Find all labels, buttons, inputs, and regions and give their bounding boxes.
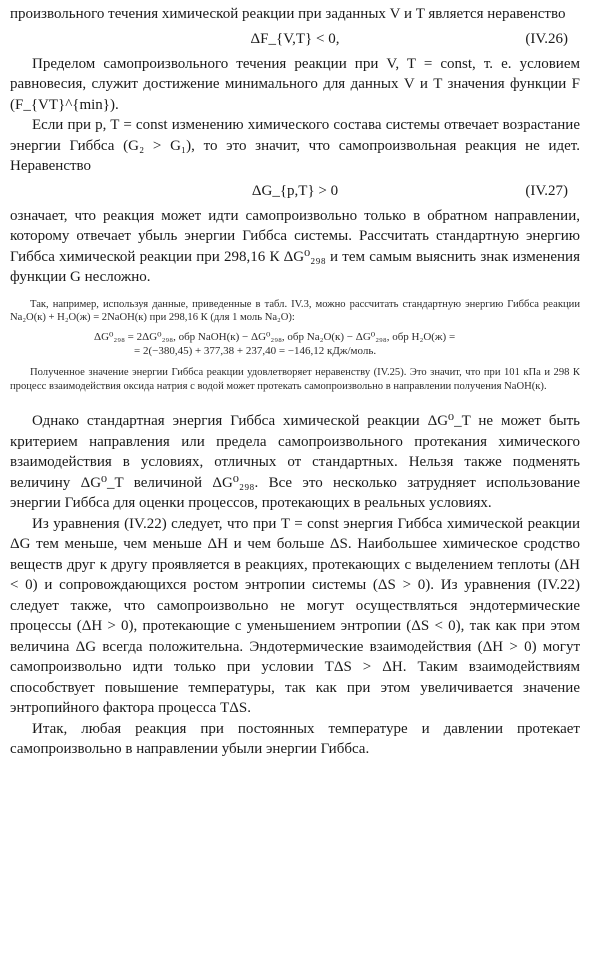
- equation-iv26: [10, 26, 580, 53]
- example-intro: Так, например, используя данные, приведенные в табл. IV.3, можно рассчитать стандартную энергию Гиббса реакции Na₂O(к) + H₂O(ж) = 2NaOH(к) при 298,16 К (для 1 моль Na₂O):: [10, 298, 580, 323]
- paragraph-2: Пределом самопроизвольного течения реакции при V, T = const, т. е. условием равновесия, служит достижение минимального для данных V и T значения функции F (F_{VT}^{min}).: [10, 55, 580, 113]
- paragraph-1: произвольного течения химической реакции при заданных V и T является неравенство: [10, 6, 566, 22]
- paragraph-5: Однако стандартная энергия Гиббса химической реакции ΔG⁰_T не может быть критерием направления или предела самопроизвольного протекания химического взаимодействия в условиях, отличных от стандартных. Нельзя также подменять величину ΔG⁰_T величиной ΔG⁰₂₉₈. Все это несколько затрудняет использование энергии Гиббса для оценки процессов, протекающих в реальных условиях.: [10, 413, 580, 512]
- paragraph-4: означает, что реакция может идти самопроизвольно только в обратном направлении, которому отвечает убыль энергии Гиббса системы. Рассчитать стандартную энергию Гиббса химической реакции при 298,16 К ΔG⁰₂₉₈ и тем самым выяснить знак изменения функции G несложно.: [10, 207, 580, 285]
- paragraph-7: Итак, любая реакция при постоянных температуре и давлении протекает самопроизвольно в направлении убыли энергии Гиббса.: [10, 720, 580, 758]
- calc-line-1: ΔG⁰₂₉₈ = 2ΔG⁰₂₉₈, обр NaOH(к) − ΔG⁰₂₉₈, обр Na₂O(к) − ΔG⁰₂₉₈, обр H₂O(ж) =: [94, 331, 456, 344]
- equation-iv26-expression: ΔF_{V,T} < 0,: [250, 30, 340, 47]
- paragraph-3: Если при p, T = const изменению химического состава системы отвечает возрастание энергии Гиббса (G₂ > G₁), то это значит, что самопроизвольная реакция не идет. Неравенство: [10, 117, 580, 174]
- paragraph-6: Из уравнения (IV.22) следует, что при T = const энергия Гиббса химической реакции ΔG тем меньше, чем меньше ΔH и чем больше ΔS. Наибольшее химическое сродство веществ друг к другу проявляется в реакциях, протекающих с выделением теплоты (ΔH < 0) и сопровождающихся ростом энтропии системы (ΔS > 0). Из уравнения (IV.22) следует также, что самопроизвольно не могут осуществляться эндотермические процессы (ΔH > 0), протекающие с уменьшением энтропии (ΔS < 0), так как при этом величина ΔG всегда положительна. Эндотермические взаимодействия (ΔH > 0) могут самопроизвольно идти только при условии TΔS > ΔH. Таким взаимодействиям способствует повышение температуры, так как при этом увеличивается значение энтропийного фактора процесса TΔS.: [10, 515, 580, 717]
- equation-iv27: [10, 178, 580, 205]
- equation-iv27-expression: ΔG_{p,T} > 0: [251, 182, 339, 199]
- example-block: [10, 298, 580, 394]
- equation-iv26-number: (IV.26): [525, 30, 568, 47]
- calc-line-2: = 2(−380,45) + 377,38 + 237,40 = −146,12 кДж/моль.: [134, 345, 377, 358]
- example-conclusion: Полученное значение энергии Гиббса реакции удовлетворяет неравенству (IV.25). Это значит, что при 101 кПа и 298 К процесс взаимодействия оксида натрия с водой может протекать самопроизвольно в направлении получения NaOH(к).: [10, 367, 580, 392]
- equation-iv27-number: (IV.27): [525, 182, 568, 199]
- example-calculation: [94, 330, 580, 358]
